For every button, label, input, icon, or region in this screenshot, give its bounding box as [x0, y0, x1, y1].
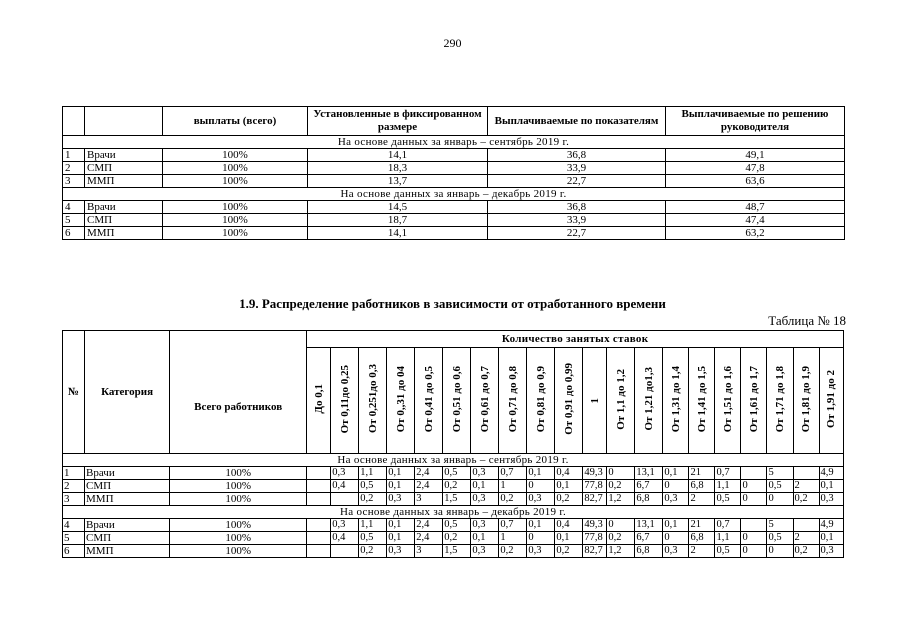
range-column-header — [819, 348, 843, 454]
period-label: На основе данных за январь – декабрь 2019 г. — [63, 188, 845, 201]
row-category: ММП — [85, 493, 170, 506]
table-cell: 1,1 — [715, 532, 741, 545]
range-column-label: От 0,11до 0,25 — [338, 364, 351, 434]
table-cell: 0 — [741, 545, 767, 558]
range-column-header — [387, 348, 415, 454]
range-column-label: От 1,21 до1,3 — [642, 367, 655, 431]
range-column-header — [741, 348, 767, 454]
table-cell: 0 — [767, 545, 793, 558]
table-cell: 0,3 — [527, 493, 555, 506]
table-cell: 49,1 — [666, 149, 845, 162]
table-cell: 22,7 — [488, 175, 666, 188]
table-cell: 4 — [63, 201, 85, 214]
table-cell: 6 — [63, 227, 85, 240]
table-cell: 2,4 — [415, 467, 443, 480]
table-cell: 1 — [499, 532, 527, 545]
table-cell: 4,9 — [819, 519, 843, 532]
table-cell: 13,1 — [635, 519, 663, 532]
table-cell — [307, 519, 331, 532]
row-total: 100% — [170, 519, 307, 532]
table-row — [63, 519, 844, 532]
period-row — [63, 188, 845, 201]
table-cell: 2 — [63, 162, 85, 175]
table-cell: ММП — [85, 175, 163, 188]
table-cell: 0,1 — [387, 532, 415, 545]
table-header-row — [63, 107, 845, 136]
range-column-label: От 1,31 до 1,4 — [669, 365, 682, 433]
table-cell: 0,2 — [443, 532, 471, 545]
range-column-header — [307, 348, 331, 454]
table-cell: 0,1 — [555, 480, 583, 493]
table-cell: 18,3 — [308, 162, 488, 175]
table-cell: 4,9 — [819, 467, 843, 480]
table-cell: 0,3 — [527, 545, 555, 558]
row-number: 5 — [63, 532, 85, 545]
table-cell: 0,1 — [527, 467, 555, 480]
table-cell: 18,7 — [308, 214, 488, 227]
table-header-row — [63, 331, 844, 348]
table-cell: 0,3 — [471, 467, 499, 480]
table-cell: 82,7 — [583, 545, 607, 558]
table-cell: 0 — [741, 532, 767, 545]
column-header — [85, 107, 163, 136]
period-row — [63, 136, 845, 149]
table-cell: 14,5 — [308, 201, 488, 214]
period-row — [63, 506, 844, 519]
range-column-header — [663, 348, 689, 454]
table-cell: 0,4 — [555, 519, 583, 532]
table-cell: Врачи — [85, 149, 163, 162]
table-cell: 0 — [663, 480, 689, 493]
table-cell: 2,4 — [415, 480, 443, 493]
period-label: На основе данных за январь – сентябрь 2019 г. — [63, 454, 844, 467]
table-cell: 1 — [63, 149, 85, 162]
range-column-header — [607, 348, 635, 454]
table-cell: 1,5 — [443, 493, 471, 506]
row-number: 6 — [63, 545, 85, 558]
column-header-total: Всего работников — [170, 331, 307, 454]
table-cell: 0,1 — [819, 480, 843, 493]
column-header — [63, 107, 85, 136]
table-cell: 100% — [163, 162, 308, 175]
table-cell: 5 — [767, 519, 793, 532]
table-cell: 0 — [663, 532, 689, 545]
range-column-label: От 1,1 до 1,2 — [614, 368, 627, 430]
table-cell: 6,7 — [635, 480, 663, 493]
table-cell: СМП — [85, 214, 163, 227]
range-column-header — [527, 348, 555, 454]
range-column-label: От 0,41 до 0,5 — [422, 365, 435, 433]
table-cell: 0 — [607, 467, 635, 480]
table-cell: 2,4 — [415, 532, 443, 545]
table-cell: 3 — [415, 493, 443, 506]
table-cell: 0,5 — [715, 493, 741, 506]
column-header-category: Категория — [85, 331, 170, 454]
table-cell: 0,4 — [331, 480, 359, 493]
table-cell: 36,8 — [488, 201, 666, 214]
table-cell: 0,3 — [471, 519, 499, 532]
table-cell: 0,7 — [715, 519, 741, 532]
table-cell: 0,1 — [387, 519, 415, 532]
table-cell: 1,1 — [715, 480, 741, 493]
row-total: 100% — [170, 545, 307, 558]
table-cell: 49,3 — [583, 467, 607, 480]
table-cell: 0,2 — [359, 493, 387, 506]
table-cell: 100% — [163, 149, 308, 162]
table-cell: 0,3 — [471, 545, 499, 558]
table-cell: 0,1 — [387, 467, 415, 480]
table-cell: 36,8 — [488, 149, 666, 162]
range-column-label: От 0,51 до 0,6 — [450, 365, 463, 433]
table-number: Таблица № 18 — [768, 313, 846, 328]
table-cell: 14,1 — [308, 149, 488, 162]
table-cell: 5 — [63, 214, 85, 227]
table-cell: 0,2 — [499, 545, 527, 558]
table-cell: 3 — [415, 545, 443, 558]
table-row — [63, 201, 845, 214]
page-number: 290 — [443, 36, 462, 50]
range-column-label: От 0,91 до 0,99 — [562, 363, 575, 435]
table-cell: 47,8 — [666, 162, 845, 175]
table-cell — [741, 519, 767, 532]
table-cell: 100% — [163, 201, 308, 214]
table-cell: 3 — [63, 175, 85, 188]
table-cell: 0,5 — [359, 532, 387, 545]
range-column-label: От 0,71 до 0,8 — [506, 365, 519, 433]
range-column-header — [359, 348, 387, 454]
range-column-label: 1 — [588, 398, 601, 404]
range-column-header — [331, 348, 359, 454]
row-category: Врачи — [85, 519, 170, 532]
table-cell: 0,3 — [663, 493, 689, 506]
range-column-header — [793, 348, 819, 454]
table-cell: 1,1 — [359, 467, 387, 480]
table-cell — [307, 467, 331, 480]
table-cell: 21 — [689, 519, 715, 532]
range-column-label: От 1,91 до 2 — [825, 369, 838, 429]
table-cell: 0,2 — [555, 545, 583, 558]
table-row — [63, 532, 844, 545]
table-cell: 0,1 — [555, 532, 583, 545]
range-column-header — [767, 348, 793, 454]
row-number: 1 — [63, 467, 85, 480]
table-cell: 1,1 — [359, 519, 387, 532]
table-cell: 14,1 — [308, 227, 488, 240]
table-cell: 63,2 — [666, 227, 845, 240]
table-row — [63, 162, 845, 175]
table-cell: 0,3 — [819, 493, 843, 506]
range-column-header — [415, 348, 443, 454]
table-cell — [741, 467, 767, 480]
range-column-header — [443, 348, 471, 454]
table-cell: 0,3 — [331, 519, 359, 532]
range-column-header — [555, 348, 583, 454]
table-cell — [307, 545, 331, 558]
table-cell: 0,5 — [359, 480, 387, 493]
table-cell: 0,4 — [555, 467, 583, 480]
table-cell: 22,7 — [488, 227, 666, 240]
table-row — [63, 545, 844, 558]
row-total: 100% — [170, 467, 307, 480]
range-column-label: От 1,61 до 1,7 — [747, 365, 760, 433]
table-cell: 0,2 — [359, 545, 387, 558]
table-cell: 49,3 — [583, 519, 607, 532]
row-category: ММП — [85, 545, 170, 558]
table-cell: 100% — [163, 214, 308, 227]
range-column-label: От 1,41 до 1,5 — [695, 365, 708, 433]
table-cell — [793, 467, 819, 480]
table-cell: 2,4 — [415, 519, 443, 532]
table-cell: СМП — [85, 162, 163, 175]
column-group-header: Количество занятых ставок — [307, 331, 844, 348]
table-cell: 0,2 — [443, 480, 471, 493]
table-cell: 100% — [163, 175, 308, 188]
table-cell: 63,6 — [666, 175, 845, 188]
table-cell: 2 — [689, 545, 715, 558]
table-cell: 21 — [689, 467, 715, 480]
table-cell: 0,4 — [331, 532, 359, 545]
table-cell: 0,2 — [793, 545, 819, 558]
table-cell: 0 — [767, 493, 793, 506]
table-cell: 2 — [793, 480, 819, 493]
table-cell: 0,5 — [443, 467, 471, 480]
payments-structure-table — [62, 106, 845, 240]
table-cell: 0,5 — [767, 480, 793, 493]
table-cell: 6,8 — [689, 480, 715, 493]
table-cell: 6,8 — [689, 532, 715, 545]
table-row — [63, 467, 844, 480]
row-category: Врачи — [85, 467, 170, 480]
worked-time-distribution-table — [62, 330, 844, 558]
row-total: 100% — [170, 493, 307, 506]
range-column-label: От 0,61 до 0,7 — [478, 365, 491, 433]
table-cell: 5 — [767, 467, 793, 480]
column-header: Установленные в фиксированном размере — [308, 107, 488, 136]
table-row — [63, 149, 845, 162]
table-cell: 0,3 — [331, 467, 359, 480]
table-cell — [331, 493, 359, 506]
table-cell: 1 — [499, 480, 527, 493]
row-number: 3 — [63, 493, 85, 506]
table-cell: 47,4 — [666, 214, 845, 227]
table-cell: 0,5 — [767, 532, 793, 545]
table-row — [63, 480, 844, 493]
row-number: 2 — [63, 480, 85, 493]
table-row — [63, 227, 845, 240]
table-cell: 0,1 — [663, 467, 689, 480]
column-header: Выплачиваемые по показателям — [488, 107, 666, 136]
table-cell: 0,7 — [715, 467, 741, 480]
table-cell: ММП — [85, 227, 163, 240]
row-category: СМП — [85, 532, 170, 545]
table-cell: 0,3 — [819, 545, 843, 558]
table-cell: 0,7 — [499, 467, 527, 480]
table-cell: 6,8 — [635, 545, 663, 558]
column-header: выплаты (всего) — [163, 107, 308, 136]
range-column-label: От 1,71 до 1,8 — [773, 365, 786, 433]
table-cell: 0 — [607, 519, 635, 532]
table-cell: 2 — [793, 532, 819, 545]
range-column-label: До 0,1 — [312, 384, 325, 414]
table-cell: 0,1 — [527, 519, 555, 532]
table-cell: 0,5 — [715, 545, 741, 558]
range-column-header — [471, 348, 499, 454]
table-cell: 1,2 — [607, 545, 635, 558]
period-label: На основе данных за январь – сентябрь 2019 г. — [63, 136, 845, 149]
table-cell: 0,7 — [499, 519, 527, 532]
table-cell — [307, 493, 331, 506]
table-cell: 1,2 — [607, 493, 635, 506]
range-column-header — [635, 348, 663, 454]
range-column-header — [689, 348, 715, 454]
table-cell: 0,3 — [387, 545, 415, 558]
range-column-label: От 0,251до 0,3 — [366, 364, 379, 434]
period-row — [63, 454, 844, 467]
table-cell — [331, 545, 359, 558]
table-cell: 0,1 — [819, 532, 843, 545]
table-cell: Врачи — [85, 201, 163, 214]
table-cell: 1,5 — [443, 545, 471, 558]
table-cell: 0,2 — [499, 493, 527, 506]
table-cell: 13,7 — [308, 175, 488, 188]
table-row — [63, 214, 845, 227]
range-column-label: От 0,,31 до 04 — [394, 365, 407, 433]
section-title: 1.9. Распределение работников в зависимости от отработанного времени — [239, 296, 666, 311]
column-header: Выплачиваемые по решению руководителя — [666, 107, 845, 136]
table-cell: 0 — [741, 493, 767, 506]
table-cell: 0,3 — [387, 493, 415, 506]
row-number: 4 — [63, 519, 85, 532]
table-row — [63, 175, 845, 188]
table-cell — [307, 480, 331, 493]
range-column-header — [583, 348, 607, 454]
table-cell: 0 — [527, 532, 555, 545]
range-column-label: От 1,51 до 1,6 — [721, 365, 734, 433]
table-cell: 48,7 — [666, 201, 845, 214]
table-cell: 0,2 — [555, 493, 583, 506]
range-column-label: От 1,81 до 1,9 — [800, 365, 812, 433]
table-cell: 0 — [741, 480, 767, 493]
row-total: 100% — [170, 532, 307, 545]
table-cell: 0,1 — [471, 480, 499, 493]
range-column-header — [715, 348, 741, 454]
column-header-number: № — [63, 331, 85, 454]
table-cell — [793, 519, 819, 532]
table-cell: 13,1 — [635, 467, 663, 480]
table-cell: 100% — [163, 227, 308, 240]
table-cell: 0,1 — [663, 519, 689, 532]
table-cell: 0,2 — [607, 532, 635, 545]
row-total: 100% — [170, 480, 307, 493]
table-cell: 0,3 — [471, 493, 499, 506]
table-cell: 33,9 — [488, 162, 666, 175]
table-cell: 0,5 — [443, 519, 471, 532]
table-cell: 0 — [527, 480, 555, 493]
table-cell: 0,3 — [663, 545, 689, 558]
table-cell: 0,2 — [793, 493, 819, 506]
range-column-label: От 0,81 до 0,9 — [534, 365, 547, 433]
table-row — [63, 493, 844, 506]
row-category: СМП — [85, 480, 170, 493]
table-cell: 6,8 — [635, 493, 663, 506]
table-cell: 82,7 — [583, 493, 607, 506]
table-cell: 77,8 — [583, 480, 607, 493]
table-cell: 0,2 — [607, 480, 635, 493]
table-cell — [307, 532, 331, 545]
range-column-header — [499, 348, 527, 454]
table-cell: 0,1 — [471, 532, 499, 545]
table-cell: 6,7 — [635, 532, 663, 545]
period-label: На основе данных за январь – декабрь 2019 г. — [63, 506, 844, 519]
table-cell: 2 — [689, 493, 715, 506]
table-cell: 33,9 — [488, 214, 666, 227]
table-cell: 0,1 — [387, 480, 415, 493]
table-cell: 77,8 — [583, 532, 607, 545]
